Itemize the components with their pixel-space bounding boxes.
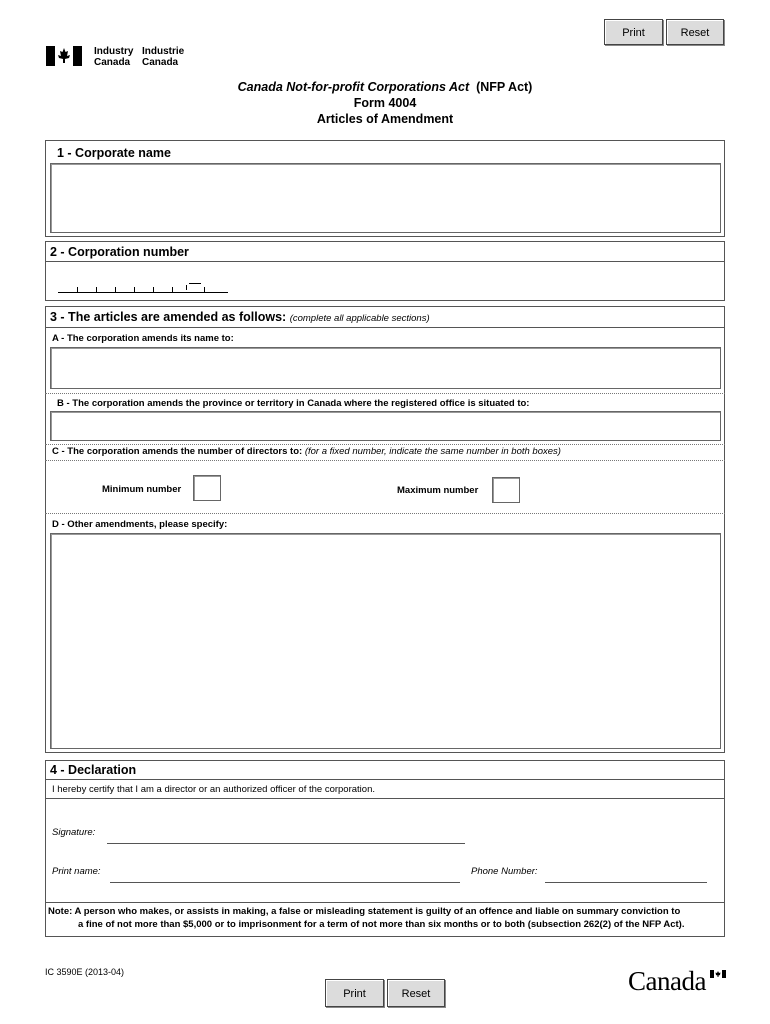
divider [45,327,725,328]
certify-statement: I hereby certify that I am a director or an authorized officer of the corporation. [52,784,375,795]
minimum-number-label: Minimum number [102,484,182,495]
canada-wordmark: Canada [628,966,706,996]
reset-button-bottom[interactable]: Reset [387,979,445,1007]
dept-name-fr: Industrie Canada [142,46,185,68]
form-code: IC 3590E (2013-04) [45,967,125,977]
section-1-title: 1 - Corporate name [57,146,171,160]
other-amendments-input[interactable] [50,533,721,749]
print-name-input[interactable] [110,882,460,883]
maximum-number-label: Maximum number [397,485,479,496]
corporation-number-input[interactable] [58,272,228,294]
form-name: Articles of Amendment [316,112,454,126]
legal-note: Note: A person who makes, or assists in making, a false or misleading statement is guilty of an offence and liable on summary conviction to a fine of not more than $5,000 or to imprisonment for a term of not more than six months or to both (subsection 262(2) of the NFP Act). [48,906,685,930]
section-3-title: 3 - The articles are amended as follows: (complete all applicable sections) [50,310,430,324]
section-3b-label: B - The corporation amends the province or territory in Canada where the registered office is situated to: [57,398,530,409]
new-name-input[interactable] [50,347,721,389]
section-3d-label: D - Other amendments, please specify: [52,519,228,530]
signature-label: Signature: [52,827,96,838]
form-act-title: Canada Not-for-profit Corporations Act (NFP Act) [237,80,533,94]
maximum-number-input[interactable] [492,477,520,503]
print-button-top[interactable]: Print [604,19,663,45]
divider [45,902,725,903]
corporate-name-input[interactable] [50,163,721,233]
divider [45,460,725,461]
divider [45,513,725,514]
section-2-title: 2 - Corporation number [50,245,189,259]
form-number: Form 4004 [353,96,417,110]
minimum-number-input[interactable] [193,475,221,501]
wordmark-flag-icon [710,970,726,978]
divider [45,798,725,799]
signature-line[interactable] [107,843,465,844]
canada-flag-icon [46,46,82,66]
dept-name-en: Industry Canada [94,46,134,68]
divider [45,261,725,262]
section-3c-label: C - The corporation amends the number of directors to: (for a fixed number, indicate the same number in both boxes) [52,446,561,457]
province-input[interactable] [50,411,721,441]
divider [45,444,725,445]
section-4-title: 4 - Declaration [50,763,137,777]
print-name-label: Print name: [52,866,101,877]
phone-number-label: Phone Number: [471,866,538,877]
divider [45,393,725,394]
divider [45,779,725,780]
phone-number-input[interactable] [545,882,707,883]
reset-button-top[interactable]: Reset [666,19,724,45]
section-3a-label: A - The corporation amends its name to: [52,333,234,344]
print-button-bottom[interactable]: Print [325,979,384,1007]
